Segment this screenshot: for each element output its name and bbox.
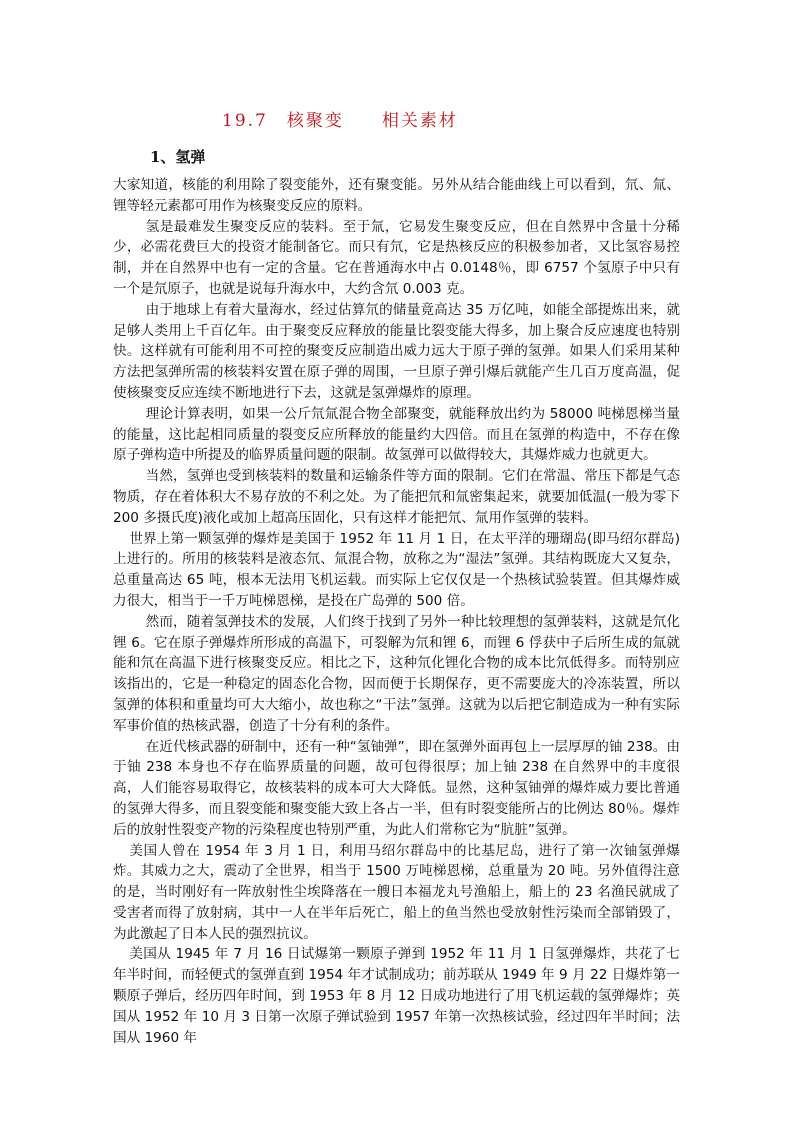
paragraph: 氢是最难发生聚变反应的装料。至于氚，它易发生聚变反应，但在自然界中含量十分稀少，必需花费巨大的投资才能制备它。而只有氘，它是热核反应的积极参加者，又比氢容易控制，并在自然界中也有一定的含量。它在普通海水中占 0.0148％，即 6757 个氢原子中只有一个是氘原子，也就是说每升海水中，大约含氘 0.003 克。 [113,218,680,297]
paragraph: 然而，随着氢弹技术的发展，人们终于找到了另外一种比较理想的氢弹装料，这就是氘化锂 6。它在原子弹爆炸所形成的高温下，可裂解为氘和锂 6，而锂 6 俘获中子后所生成的氚就能和氘在高温下进行核聚变反应。相比之下，这种氘化锂化合物的成本比氘低得多。而特别应该指出的，它是一种稳定的固态化合物，因而便于长期保存，更不需要庞大的冷冻装置，所以氢弹的体积和重量均可大大缩小，故也称之“干法”氢弹。这就为以后把它制造成为一种有实际军事价值的热核武器，创造了十分有利的条件。 [113,613,680,734]
page-title: 19.7 核聚变 相关素材 [222,111,458,131]
paragraph: 当然，氢弹也受到核装料的数量和运输条件等方面的限制。它们在常温、常压下都是气态物质，存在着体积大不易存放的不利之处。为了能把氘和氚密集起来，就要加低温(一般为零下 200 多摄氏度)液化或加上超高压固化，只有这样才能把氘、氚用作氢弹的装料。 [113,468,680,526]
paragraph: 在近代核武器的研制中，还有一种“氢铀弹”，即在氢弹外面再包上一层厚厚的铀 238。由于铀 238 本身也不存在临界质量的问题，故可包得很厚；加上铀 238 在自然界中的丰度很高，人们能容易取得它，故核装料的成本可大大降低。显然，这种氢铀弹的爆炸威力要比普通的氢弹大得多，而且裂变能和聚变能大致上各占一半，但有时裂变能所占的比例达 80％。爆炸后的放射性裂变产物的污染程度也特别严重，为此人们常称它为“肮脏”氢弹。 [113,738,680,838]
paragraph: 理论计算表明，如果一公斤氘氚混合物全部聚变，就能释放出约为 58000 吨梯恩梯当量的能量，这比起相同质量的裂变反应所释放的能量约大四倍。而且在氢弹的构造中，不存在像原子弹构造中所提及的临界质量问题的限制。故氢弹可以做得较大，其爆炸威力也就更大。 [113,405,680,464]
paragraph: 美国人曾在 1954 年 3 月 1 日，利用马绍尔群岛中的比基尼岛，进行了第一次铀氢弹爆炸。其威力之大，震动了全世界，相当于 1500 万吨梯恩梯，总重量为 20 吨。另外值得注意的是，当时刚好有一阵放射性尘埃降落在一艘日本福龙丸号渔船上，船上的 23 名渔民就成了受害者而得了放射病，其中一人在半年后死亡，船上的鱼当然也受放射性污染而全部销毁了，为此激起了日本人民的强烈抗议。 [113,842,680,942]
paragraph: 大家知道，核能的利用除了裂变能外，还有聚变能。另外从结合能曲线上可以看到，氘、氚、锂等轻元素都可用作为核聚变反应的原料。 [113,177,680,214]
paragraph: 美国从 1945 年 7 月 16 日试爆第一颗原子弹到 1952 年 11 月 1 日氢弹爆炸，共花了七年半时间，而轻便式的氢弹直到 1954 年才试制成功；前苏联从 1949 年 9 月 22 日爆炸第一颗原子弹后，经历四年时间，到 1953 年 8 月 12 日成功地进行了用飞机运载的氢弹爆炸；英国从 1952 年 10 月 3 日第一次原子弹试验到 1957 年第一次热核试验，经过四年半时间；法国从 1960 年 [113,946,680,1046]
paragraph: 由于地球上有着大量海水，经过估算氘的储量竟高达 35 万亿吨，如能全部提炼出来，就足够人类用上千百亿年。由于聚变反应释放的能量比裂变能大得多，加上聚合反应速度也特别快。这样就有可能利用不可控的聚变反应制造出威力远大于原子弹的氢弹。如果人们采用某种方法把氢弹所需的核装料安置在原子弹的周围，一旦原子弹引爆后就能产生几百万度高温，促使核聚变反应连续不断地进行下去，这就是氢弹爆炸的原理。 [113,301,680,401]
section-heading: 1、氢弹 [150,148,206,166]
paragraph: 世界上第一颗氢弹的爆炸是美国于 1952 年 11 月 1 日，在太平洋的珊瑚岛(即马绍尔群岛)上进行的。所用的核装料是液态氘、氚混合物，放称之为“湿法”氢弹。其结构既庞大又复杂，总重量高达 65 吨，根本无法用飞机运载。而实际上它仅仅是一个热核试验装置。但其爆炸威力很大，相当于一千万吨梯恩梯，是投在广岛弹的 500 倍。 [113,530,680,609]
document-body [113,175,680,1048]
